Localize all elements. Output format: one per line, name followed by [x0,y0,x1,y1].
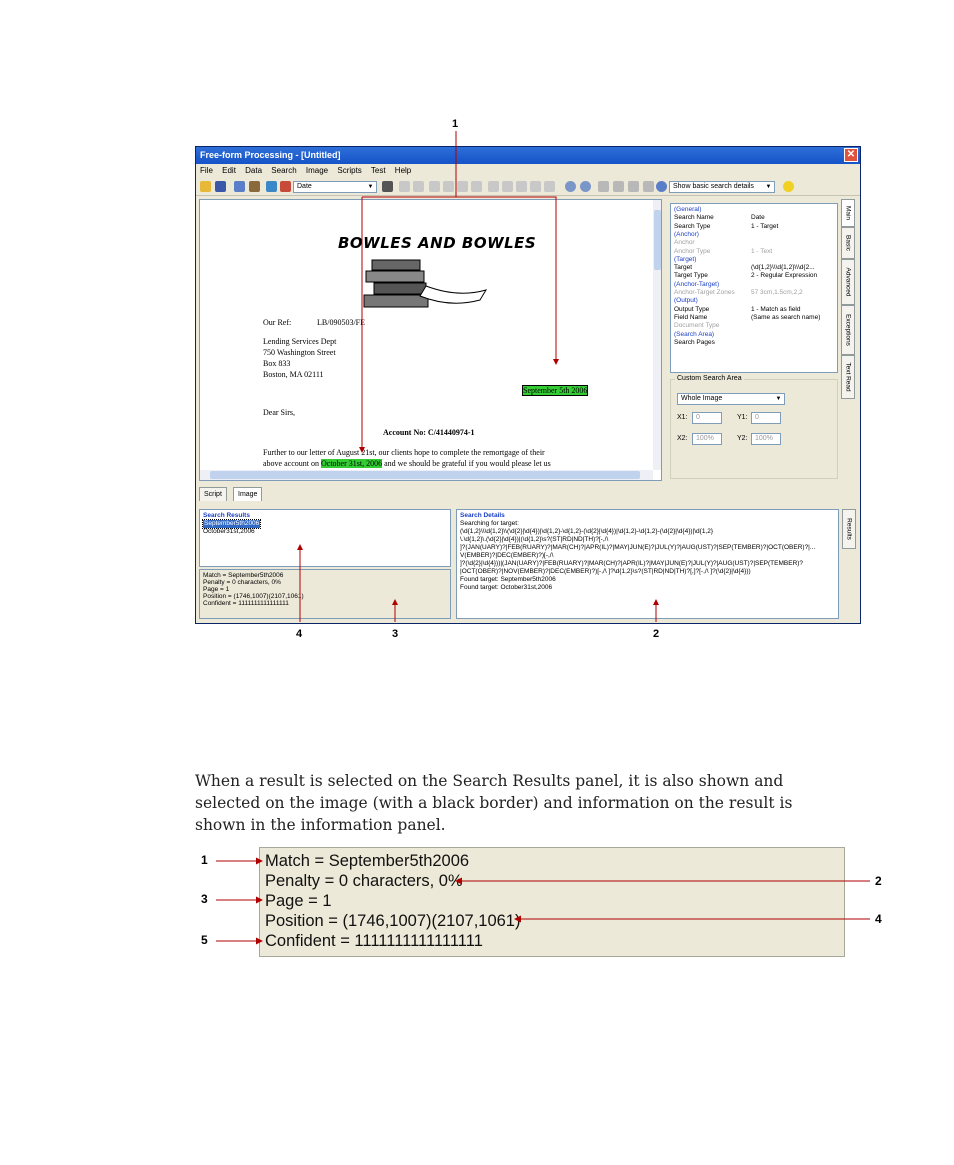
property-name: Anchor Type [674,247,711,255]
menu-search[interactable]: Search [271,166,297,175]
address-line-3: Box 833 [263,359,291,368]
menu-data[interactable]: Data [245,166,263,175]
property-name: (Target) [674,255,697,263]
property-name: Document Type [674,322,720,330]
result-item-selected[interactable]: September5th2006 [204,520,260,527]
ref-value: LB/090503/FE [317,318,366,327]
tab-image[interactable]: Image [233,487,262,501]
search-results-title: Search Results [203,512,250,519]
tab-results-label: Results [845,518,853,540]
callout-arrows-bottom [0,840,954,965]
description-paragraph: When a result is selected on the Search Results panel, it is also shown and selected on the image (with a black border) and information on the result is shown in the information panel. [195,772,793,834]
tab-basic-label: Basic [844,235,852,251]
details-line: V(EMBER)?|DEC(EMBER)?)[-,/\ [460,552,554,559]
property-value: 2 - Regular Expression [751,272,818,280]
details-line: Found target: September5th2006 [460,576,556,583]
zoom-callout-5: 5 [201,933,208,947]
tab-main-label: Main [844,205,852,221]
property-value: 57 3cm,1.5cm,2,2 [751,289,803,296]
property-name: Target [674,264,693,272]
zoom-penalty: Penalty = 0 characters, 0% [265,872,463,890]
property-value: 1 - Target [751,222,779,230]
ref-label: Our Ref: [263,318,292,327]
menu-file[interactable]: File [200,166,213,175]
chevron-down-icon: ▼ [367,184,374,190]
x2-label: X2: [677,435,688,442]
property-name: (Anchor) [674,230,699,238]
property-name: Search Type [674,222,711,230]
tab-script[interactable]: Script [199,487,227,501]
x1-input[interactable]: 0 [692,412,722,424]
y1-label: Y1: [737,414,748,421]
x1-label: X1: [677,414,688,421]
property-name: (General) [674,206,702,213]
property-name: Search Pages [674,338,715,346]
zoom-position: Position = (1746,1007)(2107,1061) [265,912,521,930]
property-name: Target Type [674,272,708,280]
property-name: Anchor-Target Zones [674,289,735,296]
menu-image[interactable]: Image [305,166,329,175]
body-line-1: Further to our letter of August 21st, our clients hope to complete the remortgage of their [263,448,545,457]
tab-advanced-label: Advanced [844,267,852,297]
y1-input[interactable]: 0 [751,412,781,424]
y2-label: Y2: [737,435,748,442]
result-item[interactable]: October31st,2006 [203,528,255,535]
zoom-callout-3: 3 [201,892,208,906]
property-value: (\d{1,2}\\\d{1,2}\\\d{2... [751,264,815,272]
info-position: Position = (1746,1007)(2107,1061) [203,593,304,600]
chevron-down-icon: ▼ [765,184,772,190]
property-name: Field Name [674,313,708,321]
info-page: Page = 1 [203,586,230,593]
info-match: Match = September5th2006 [203,572,284,579]
property-value: (Same as search name) [751,313,821,321]
menu-help[interactable]: Help [394,166,412,175]
details-line: \.\d{1,2}\.(\d{2}|\d{4})|(\d{1,2}\s?(ST|RD|ND|TH)?[-,/\ [460,536,609,543]
search-select-value: Date [297,183,312,190]
info-penalty: Penalty = 0 characters, 0% [203,579,281,586]
date-match-highlight-2[interactable]: October 31st, 2006 [320,459,383,468]
property-value: 1 - Text [751,247,773,255]
menu-edit[interactable]: Edit [222,166,236,175]
callout-4: 4 [296,628,303,640]
y2-input[interactable]: 100% [751,433,781,445]
details-line: Found target: October31st,2006 [460,584,553,591]
company-logo-text: BOWLES AND BOWLES [338,234,537,252]
menu-test[interactable]: Test [370,166,386,175]
property-name: Output Type [674,305,710,313]
property-name: (Output) [674,297,698,305]
zoom-callout-4: 4 [875,912,882,926]
details-line: |OCT(OBER)?|NOV(EMBER)?|DEC(EMBER)?)[-,/\ ]?\d{1,2}\s?(ST|RD|ND|TH)?[,]?[-,/\ ]?(\d{2}|\d{4})) [460,568,751,575]
details-line: ]?(JAN(UARY)?|FEB(RUARY)?|MAR(CH)?|APR(IL)?|MAY|JUN(E)?|JUL(Y)?|AUG(UST)?|SEP(TEMBER)?|OCT(OBER)?|... [460,544,816,551]
zoom-confident: Confident = 1111111111111111 [265,932,483,950]
x2-input[interactable]: 100% [692,433,722,445]
close-button[interactable]: ✕ [844,148,858,162]
date-match-highlight[interactable]: September 5th 2006 [523,386,588,395]
search-area-select-value: Whole Image [681,395,723,402]
details-line: Searching for target: [460,520,519,527]
account-number: Account No: C/41440974-1 [383,428,475,437]
custom-area-label: Custom Search Area [677,375,742,382]
menu-scripts[interactable]: Scripts [337,166,362,175]
address-line-4: Boston, MA 02111 [263,370,324,379]
body-line-2a: above account on [263,459,319,468]
property-name: (Search Area) [674,330,715,338]
zoom-callout-1: 1 [201,853,208,867]
zoom-page: Page = 1 [265,892,332,910]
search-details-title: Search Details [460,512,505,519]
property-name: Search Name [674,214,714,222]
zoom-callout-2: 2 [875,874,882,888]
callout-2: 2 [653,628,660,640]
details-line: ]?(\d{2}|\d{4}))|(JAN(UARY)?|FEB(RUARY)?|MAR(CH)?|APR(IL)?|MAY|JUN(E)?|JUL(Y)?|AUG(UST)?|SEP(TEMBER)? [460,560,804,567]
chevron-down-icon: ▼ [775,396,782,402]
property-name: Anchor [674,239,695,247]
address-line-2: 750 Washington Street [263,348,336,357]
window-title: Free-form Processing - [Untitled] [200,150,341,160]
info-confident: Confident = 1111111111111111 [203,600,289,607]
callout-1: 1 [452,118,459,130]
property-name: (Anchor-Target) [674,280,720,288]
property-value: Date [751,214,765,222]
callout-3: 3 [392,628,399,640]
property-value: 1 - Match as field [751,305,801,313]
address-line-1: Lending Services Dept [263,337,337,346]
details-line: (\d{1,2}\\\d{1,2}\\(\d{2}|\d{4})|\d{1,2}-\d{1,2}-(\d{2}|\d{4})|\d{1,2}-\d{1,2}-(\d{2}|\d{4})|\d{1,2} [460,528,714,535]
salutation: Dear Sirs, [263,408,295,417]
details-select-value: Show basic search details [673,183,754,190]
tab-text-read-label: Text Read [844,362,852,392]
zoom-match: Match = September5th2006 [265,852,470,870]
tab-exceptions-label: Exceptions [844,314,852,346]
body-line-2b: and we should be grateful if you would please let us [384,459,551,468]
